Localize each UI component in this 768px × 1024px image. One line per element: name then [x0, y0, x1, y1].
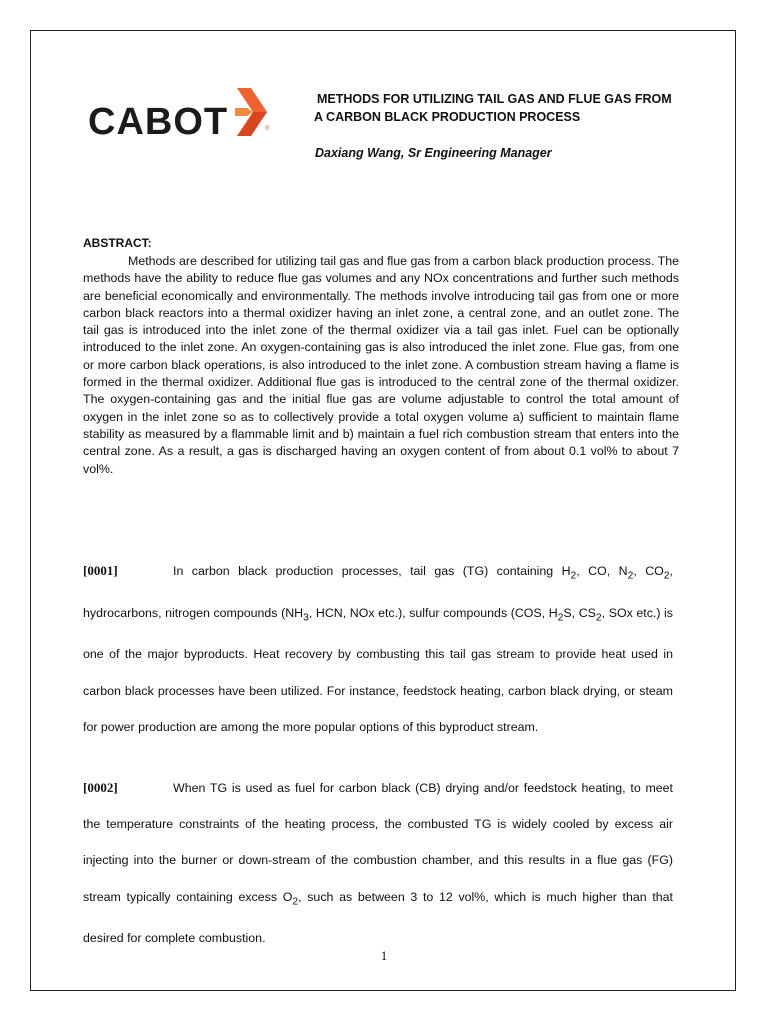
page-number: 1 [380, 948, 388, 963]
author-line: Daxiang Wang, Sr Engineering Manager [315, 146, 552, 160]
paragraph-0001: [0001] In carbon black production processes, tail gas (TG) containing $H_2$, CO, $N_2$, $CO_2$, hydrocarbons, nitrogen compounds ($NH_3$, HCN, NOx etc.), sulfur compounds (COS, $H_2S$, $CS_2$, SOx etc.) is one of the major byproducts. Heat recovery by combusting this tail gas stream to provide heat used in carbon black processes have been utilized. For instance, feedstock heating, carbon black drying, or steam for power production are among the more popular options of this byproduct stream. [83, 553, 673, 745]
abstract-heading: ABSTRACT: [83, 236, 152, 250]
cabot-logo [88, 88, 273, 146]
paragraph-number: [0002] [83, 780, 118, 795]
logo-text: CABOT [88, 101, 229, 143]
abstract-body: Methods are described for utilizing tail gas and flue gas from a carbon black production process. The methods have the ability to reduce flue gas volumes and any NOx concentrations and further such methods are beneficial economically and environmentally. The methods involve introducing tail gas from one or more carbon black reactors into a thermal oxidizer having an inlet zone, a central zone, and an outlet zone. The tail gas is introduced into the inlet zone of the thermal oxidizer via a tail gas inlet. Fuel can be optionally introduced to the inlet zone. An oxygen-containing gas is also introduced the inlet zone. Flue gas, from one or more carbon black operations, is also introduced to the inlet zone. A combustion stream having a flame is formed in the thermal oxidizer. Additional flue gas is introduced to the central zone of the thermal oxidizer. The oxygen-containing gas and the initial flue gas are volume adjustable to control the total amount of oxygen in the inlet zone so as to collectively provide a total oxygen volume a) sufficient to maintain flame stability as measured by a flammable limit and b) maintain a fuel rich combustion stream that enters into the central zone. As a result, a gas is discharged having an oxygen content of from about 0.1 vol% to about 7 vol%. [83, 254, 679, 476]
paragraph-number: [0001] [83, 563, 118, 578]
title-line-1: METHODS FOR UTILIZING TAIL GAS AND FLUE GAS FROM [317, 92, 672, 106]
registered-mark: ® [265, 126, 270, 132]
paragraph-0002: [0002] When TG is used as fuel for carbon black (CB) drying and/or feedstock heating, to meet the temperature constraints of the heating process, the combusted TG is widely cooled by excess air injecting into the burner or down-stream of the combustion chamber, and this results in a flue gas (FG) stream typically containing excess $O_2$, such as between 3 to 12 vol%, which is much higher than that desired for complete combustion. [83, 770, 673, 956]
chevron-logo-icon [233, 88, 269, 136]
title-line-2: A CARBON BLACK PRODUCTION PROCESS [314, 110, 581, 124]
document-title [314, 90, 694, 126]
